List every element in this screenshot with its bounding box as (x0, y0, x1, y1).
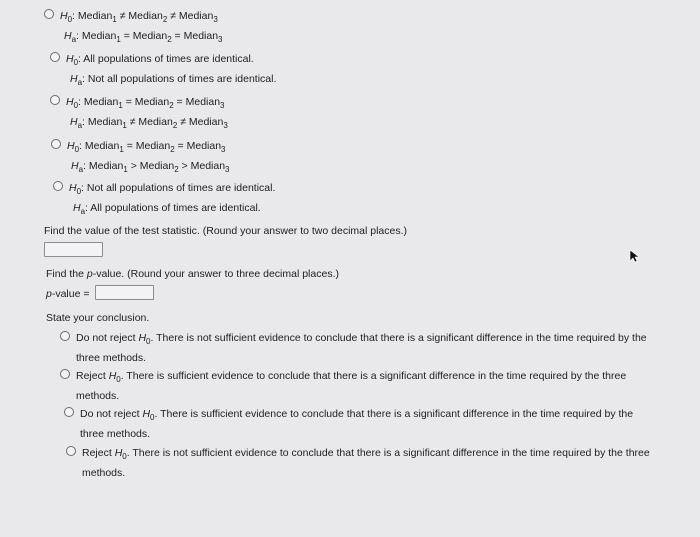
test-statistic-input[interactable] (44, 242, 103, 257)
hypothesis-option-4[interactable] (51, 138, 230, 178)
radio-button[interactable] (51, 139, 61, 149)
cursor-arrow-icon (629, 249, 639, 263)
null-hypothesis: $H_0$: Median$_1$ ≠ Median$_2$ ≠ Median$_3$ (60, 10, 218, 24)
conclusion-prompt: State your conclusion. (46, 312, 150, 324)
radio-button[interactable] (50, 52, 60, 62)
null-hypothesis: $H_0$: All populations of times are identical. (66, 53, 254, 67)
null-hypothesis: $H_0$: Not all populations of times are identical. (69, 182, 276, 196)
radio-button[interactable] (50, 95, 60, 105)
alternative-hypothesis: $H_a$: Median$_1$ > Median$_2$ > Median$_3$ (71, 160, 230, 174)
radio-button[interactable] (66, 446, 76, 456)
radio-button[interactable] (60, 369, 70, 379)
conclusion-text: Do not reject $H_0$. There is not sufficient evidence to conclude that there is a significant difference in the time required by the three methods. (76, 332, 647, 364)
alternative-hypothesis: $H_a$: Not all populations of times are identical. (70, 73, 277, 87)
conclusion-option-2[interactable] (60, 368, 660, 405)
conclusion-text: Reject $H_0$. There is sufficient evidence to conclude that there is a significant difference in the time required by the three methods. (76, 370, 627, 402)
hypothesis-option-3[interactable] (50, 94, 228, 134)
conclusion-text: Do not reject $H_0$. There is sufficient evidence to conclude that there is a significant difference in the time required by the three methods. (80, 408, 634, 440)
alternative-hypothesis: $H_a$: Median$_1$ ≠ Median$_2$ ≠ Median$_3$ (70, 116, 228, 130)
hypothesis-option-5[interactable] (53, 180, 275, 220)
alternative-hypothesis: $H_a$: Median$_1$ = Median$_2$ = Median$_3$ (64, 30, 223, 44)
conclusion-option-3[interactable] (64, 406, 656, 443)
radio-button[interactable] (53, 181, 63, 191)
pvalue-input[interactable] (95, 285, 154, 300)
hypothesis-option-1[interactable] (44, 8, 223, 48)
radio-button[interactable] (64, 407, 74, 417)
alternative-hypothesis: $H_a$: All populations of times are identical. (73, 202, 261, 216)
null-hypothesis: $H_0$: Median$_1$ = Median$_2$ = Median$_3$ (67, 140, 226, 154)
hypothesis-option-2[interactable] (50, 51, 276, 91)
null-hypothesis: $H_0$: Median$_1$ = Median$_2$ = Median$_3$ (66, 96, 225, 110)
test-statistic-prompt: Find the value of the test statistic. (Round your answer to two decimal places.) (44, 225, 408, 237)
radio-button[interactable] (60, 331, 70, 341)
radio-button[interactable] (44, 9, 54, 19)
pvalue-prompt: Find the p-value. (Round your answer to three decimal places.) (46, 268, 339, 280)
conclusion-option-1[interactable] (60, 330, 660, 367)
conclusion-option-4[interactable] (66, 445, 658, 482)
pvalue-label: p-value = (46, 288, 90, 300)
conclusion-text: Reject $H_0$. There is not sufficient evidence to conclude that there is a significant difference in the time required by the three methods. (82, 447, 650, 479)
